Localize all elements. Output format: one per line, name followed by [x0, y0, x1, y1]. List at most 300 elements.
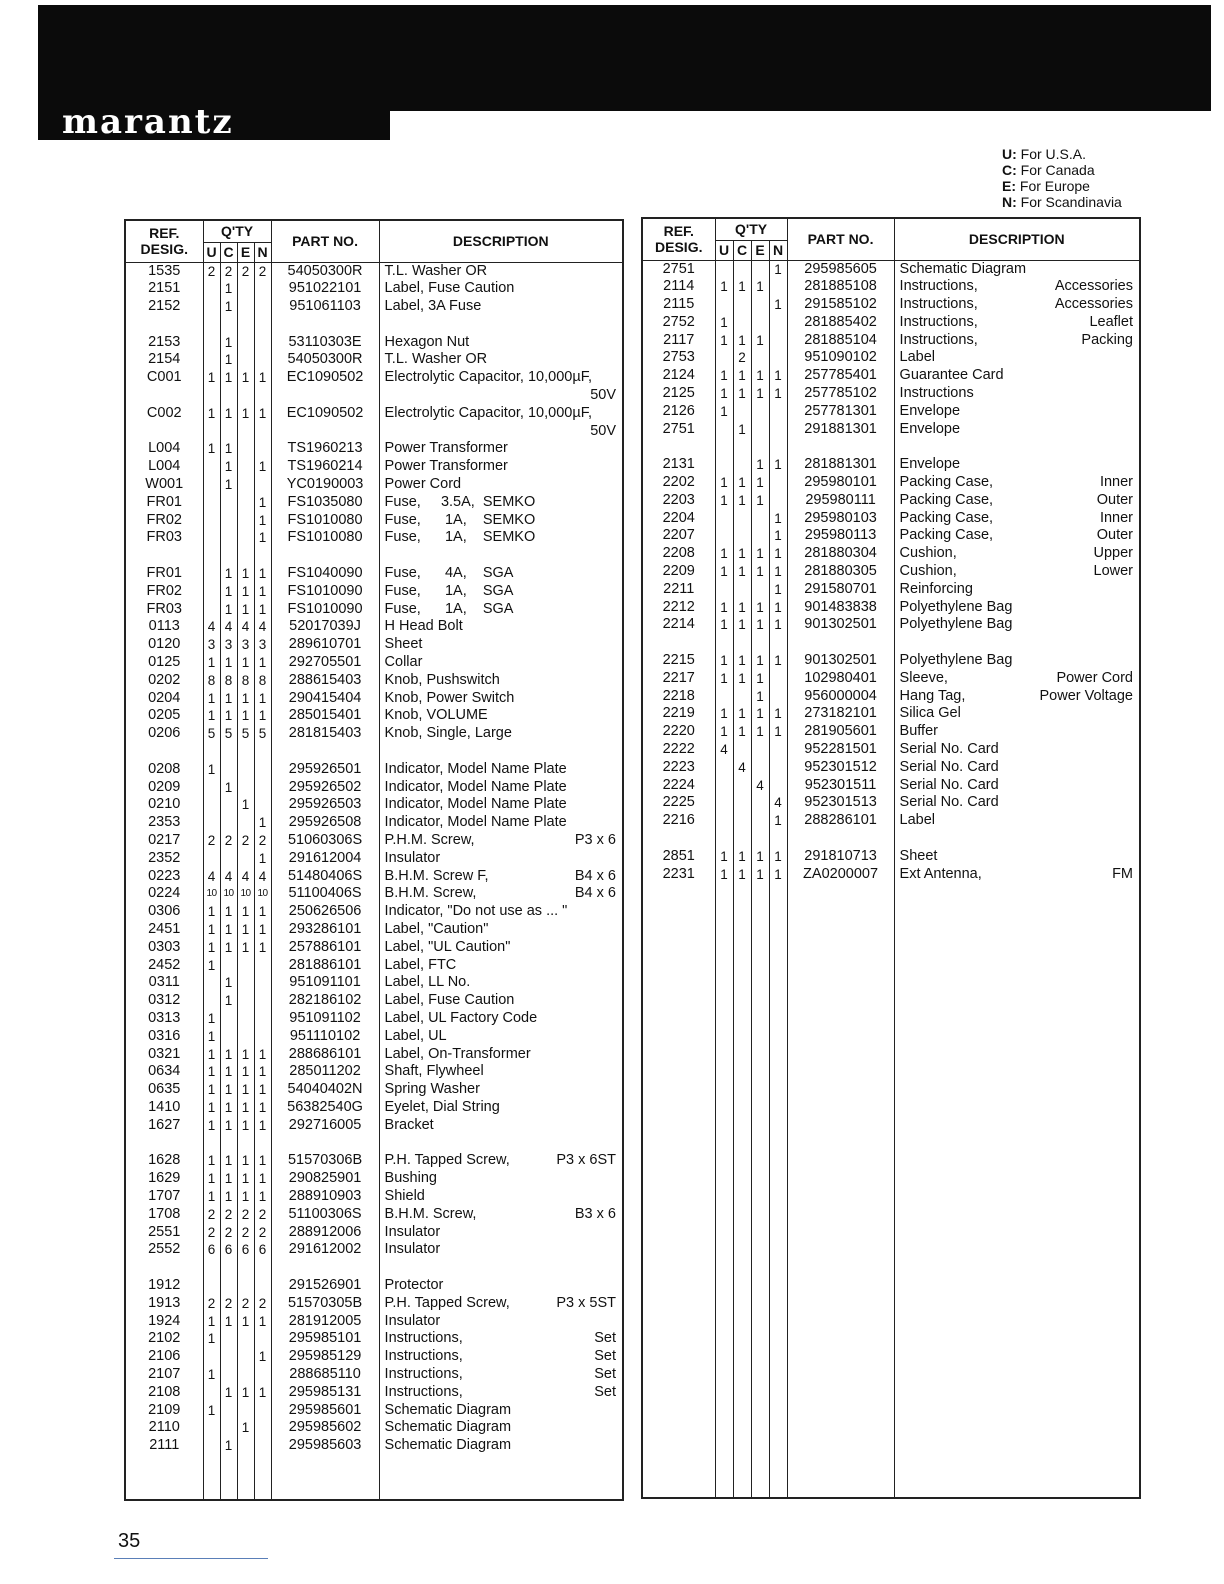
table-row: [642, 260, 1140, 278]
description-detail: 50V: [590, 387, 616, 404]
qty-n-cell: [254, 1028, 271, 1046]
ref-desig-cell: 1924: [148, 1312, 181, 1329]
qty-n-cell: 1: [254, 707, 271, 725]
qty-e-cell: 4: [751, 777, 769, 795]
ref-desig-cell: 0311: [148, 974, 180, 991]
qty-c-cell: 2: [733, 349, 751, 367]
part-no-cell: 951110102: [271, 1028, 379, 1046]
description-detail: P3 x 6: [574, 832, 616, 848]
table-row: [125, 387, 623, 405]
qty-c-cell: 1: [733, 723, 751, 741]
table-row: [642, 794, 1140, 812]
qty-e-cell: [237, 351, 254, 369]
qty-u-cell: 1: [203, 1170, 220, 1188]
qty-u-cell: 1: [715, 492, 733, 510]
qty-c-cell: [220, 1277, 237, 1295]
description-text: Label, Fuse Caution: [384, 992, 515, 1009]
ref-desig-cell: 1628: [148, 1152, 181, 1169]
qty-u-cell: 10: [203, 885, 220, 903]
description-cell: [379, 1010, 623, 1028]
description-text: Polyethylene Bag: [899, 652, 1013, 669]
table-row: [125, 1384, 623, 1402]
table-row: [125, 690, 623, 708]
description-text: Instructions,: [899, 313, 978, 330]
part-no-cell: [271, 387, 379, 405]
qty-e-cell: 1: [751, 456, 769, 474]
description-cell: [379, 280, 623, 298]
qty-u-cell: 3: [203, 636, 220, 654]
qty-u-cell: 1: [203, 1028, 220, 1046]
qty-n-cell: [769, 741, 787, 759]
qty-c-cell: [733, 794, 751, 812]
table-row: [642, 456, 1140, 474]
description-text: Schematic Diagram: [899, 260, 1027, 277]
qty-e-cell: 1: [751, 670, 769, 688]
qty-u-cell: 1: [203, 690, 220, 708]
description-text: Label, "UL Caution": [384, 938, 511, 955]
qty-u-cell: [715, 794, 733, 812]
qty-n-cell: [254, 761, 271, 779]
part-no-cell: 288686101: [271, 1046, 379, 1064]
ref-desig-cell: 2106: [148, 1348, 181, 1365]
description-cell: [379, 1330, 623, 1348]
qty-c-cell: 1: [220, 476, 237, 494]
qty-u-cell: [203, 1277, 220, 1295]
description-cell: [894, 652, 1140, 670]
qty-c-cell: 1: [220, 565, 237, 583]
qty-u-cell: [715, 688, 733, 706]
ref-desig-cell: 2207: [662, 527, 695, 544]
qty-c-cell: 1: [220, 654, 237, 672]
qty-u-cell: 1: [203, 1010, 220, 1028]
qty-n-cell: 1: [254, 1152, 271, 1170]
qty-n-cell: 2: [254, 1295, 271, 1313]
table-spacer-row: [642, 438, 1140, 456]
qty-n-cell: 1: [769, 581, 787, 599]
description-cell: [894, 794, 1140, 812]
part-no-cell: 289610701: [271, 636, 379, 654]
qty-c-cell: [220, 1419, 237, 1437]
qty-c-cell: 1: [733, 492, 751, 510]
qty-n-cell: 1: [254, 1188, 271, 1206]
part-no-cell: 52017039J: [271, 618, 379, 636]
qty-e-cell: [237, 334, 254, 352]
qty-c-cell: 1: [733, 474, 751, 492]
qty-e-cell: 1: [237, 405, 254, 423]
qty-u-cell: 1: [715, 367, 733, 385]
qty-u-cell: 1: [715, 385, 733, 403]
description-text: Schematic Diagram: [384, 1437, 512, 1454]
description-text: Instructions,: [899, 278, 978, 295]
qty-u-cell: [203, 494, 220, 512]
qty-u-cell: 1: [203, 654, 220, 672]
qty-u-cell: 1: [203, 1188, 220, 1206]
qty-c-cell: [733, 403, 751, 421]
part-no-cell: 257886101: [271, 939, 379, 957]
qty-u-cell: 1: [203, 1313, 220, 1331]
qty-c-cell: 1: [220, 458, 237, 476]
qty-u-cell: 1: [203, 1366, 220, 1384]
ref-desig-cell: 0316: [148, 1027, 181, 1044]
table-row: [125, 1188, 623, 1206]
ref-desig-cell: 2102: [148, 1330, 181, 1347]
description-header: DESCRIPTION: [894, 218, 1140, 260]
qty-e-cell: 1: [751, 545, 769, 563]
qty-e-cell: 3: [237, 636, 254, 654]
description-text: Label, LL No.: [384, 974, 471, 991]
description-cell: [379, 974, 623, 992]
qty-c-cell: 1: [220, 779, 237, 797]
qty-e-cell: 1: [237, 1117, 254, 1135]
ref-desig-cell: 0120: [148, 636, 181, 653]
qty-e-cell: [751, 741, 769, 759]
part-no-header: PART NO.: [271, 220, 379, 262]
ref-desig-cell: 2124: [662, 367, 695, 384]
table-row: [642, 385, 1140, 403]
qty-c-cell: 1: [220, 298, 237, 316]
table-row: [642, 332, 1140, 350]
description-cell: [379, 334, 623, 352]
parts-table-left: [124, 219, 624, 1501]
qty-n-cell: [769, 332, 787, 350]
qty-n-cell: 1: [769, 510, 787, 528]
ref-desig-cell: W001: [145, 476, 184, 493]
part-no-cell: 250626506: [271, 903, 379, 921]
table-row: [642, 527, 1140, 545]
ref-desig-cell: 0210: [148, 796, 181, 813]
description-text: Guarantee Card: [899, 367, 1004, 384]
qty-u-cell: 2: [203, 262, 220, 280]
part-no-cell: 51100406S: [271, 885, 379, 903]
description-cell: [379, 832, 623, 850]
table-row: [125, 512, 623, 530]
part-no-cell: TS1960213: [271, 440, 379, 458]
table-row: [125, 1224, 623, 1242]
qty-u-cell: 8: [203, 672, 220, 690]
qty-e-cell: [237, 529, 254, 547]
qty-e-cell: [237, 1348, 254, 1366]
qty-e-cell: [237, 423, 254, 441]
description-text: Power Transformer: [384, 440, 508, 457]
qty-header: Q'TY: [203, 220, 271, 242]
part-no-cell: 295926503: [271, 796, 379, 814]
description-detail: Outer: [1096, 491, 1133, 508]
description-text: Schematic Diagram: [384, 1419, 512, 1436]
table-row: [642, 278, 1140, 296]
ref-desig-cell: 2107: [148, 1365, 181, 1382]
description-detail: Inner: [1099, 509, 1133, 526]
description-cell: [894, 296, 1140, 314]
qty-n-cell: 1: [254, 1099, 271, 1117]
table-row: [642, 599, 1140, 617]
qty-e-cell: [237, 298, 254, 316]
description-cell: [379, 796, 623, 814]
part-no-cell: 951091102: [271, 1010, 379, 1028]
qty-u-cell: [715, 812, 733, 830]
part-no-cell: 951091101: [271, 974, 379, 992]
qty-u-cell: 1: [715, 848, 733, 866]
table-row: [642, 670, 1140, 688]
ref-desig-cell: FR03: [146, 529, 182, 546]
table-row: [125, 1241, 623, 1259]
table-row: [125, 601, 623, 619]
part-no-cell: 291612002: [271, 1241, 379, 1259]
description-detail: B3 x 6: [574, 1205, 616, 1222]
qty-c-cell: 2: [220, 1206, 237, 1224]
description-cell: [379, 654, 623, 672]
table-row: [125, 1152, 623, 1170]
qty-n-cell: 1: [769, 296, 787, 314]
ref-desig-cell: 1913: [148, 1294, 181, 1311]
ref-desig-cell: 2222: [662, 741, 695, 758]
qty-c-cell: 1: [220, 939, 237, 957]
qty-e-cell: 1: [751, 278, 769, 296]
qty-c-cell: 1: [220, 992, 237, 1010]
part-no-cell: 291526901: [271, 1277, 379, 1295]
qty-n-cell: 1: [254, 1081, 271, 1099]
legend-item: N: For Scandinavia: [1002, 194, 1122, 210]
part-no-cell: 292705501: [271, 654, 379, 672]
qty-u-cell: 1: [203, 1046, 220, 1064]
qty-e-cell: [237, 957, 254, 975]
qty-n-cell: 1: [254, 583, 271, 601]
ref-desig-cell: 2203: [662, 491, 695, 508]
description-detail: Power Voltage: [1039, 687, 1133, 704]
description-detail: Inner: [1099, 474, 1133, 491]
qty-n-cell: 1: [254, 903, 271, 921]
qty-c-cell: 1: [220, 1188, 237, 1206]
ref-desig-cell: 0634: [148, 1063, 181, 1080]
description-text: Ext Antenna,: [899, 865, 982, 882]
parts-table-left-body: [125, 262, 623, 1500]
table-row: [125, 1348, 623, 1366]
part-no-cell: 295985601: [271, 1402, 379, 1420]
qty-c-cell: [733, 688, 751, 706]
qty-n-cell: [254, 423, 271, 441]
description-detail: Upper: [1093, 545, 1133, 562]
ref-desig-cell: [125, 423, 203, 441]
region-legend: [1002, 146, 1122, 210]
table-spacer-row: [125, 1259, 623, 1277]
qty-e-cell: [237, 779, 254, 797]
ref-desig-cell: 2126: [662, 402, 695, 419]
qty-u-cell: 1: [203, 957, 220, 975]
qty-e-cell: 10: [237, 885, 254, 903]
qty-e-cell: [237, 1010, 254, 1028]
description-cell: [894, 616, 1140, 634]
qty-u-cell: 1: [715, 616, 733, 634]
description-cell: [379, 1188, 623, 1206]
description-cell: [379, 583, 623, 601]
ref-desig-cell: 2110: [148, 1419, 180, 1436]
qty-n-cell: [254, 1366, 271, 1384]
qty-n-cell: [769, 492, 787, 510]
part-no-cell: 291612004: [271, 850, 379, 868]
description-cell: [894, 367, 1140, 385]
table-spacer-row: [642, 634, 1140, 652]
part-no-cell: 281905601: [787, 723, 894, 741]
description-detail: P3 x 6ST: [556, 1152, 616, 1169]
qty-c-cell: [220, 1028, 237, 1046]
qty-e-cell: 2: [237, 1206, 254, 1224]
qty-e-cell: 4: [237, 618, 254, 636]
brand-logo: marantz: [62, 102, 234, 142]
table-row: [642, 510, 1140, 528]
description-cell: [379, 565, 623, 583]
part-no-cell: 290825901: [271, 1170, 379, 1188]
ref-desig-cell: 2214: [662, 616, 695, 633]
description-text: Label, On-Transformer: [384, 1045, 531, 1062]
description-cell: [894, 385, 1140, 403]
qty-n-cell: 1: [769, 456, 787, 474]
description-text: Polyethylene Bag: [899, 616, 1013, 633]
part-no-cell: 295985603: [271, 1437, 379, 1455]
qty-c-cell: 1: [733, 332, 751, 350]
qty-c-cell: 4: [220, 618, 237, 636]
description-text: Packing Case,: [899, 527, 994, 544]
part-no-cell: 951061103: [271, 298, 379, 316]
qty-n-cell: [254, 280, 271, 298]
description-detail: B4 x 6: [574, 885, 616, 902]
description-cell: [379, 957, 623, 975]
ref-desig-header: REF. DESIG.: [125, 220, 203, 262]
part-no-cell: 288286101: [787, 812, 894, 830]
part-no-cell: 952301513: [787, 794, 894, 812]
qty-c-header: C: [220, 242, 237, 262]
qty-n-cell: [254, 957, 271, 975]
ref-desig-cell: 2153: [148, 333, 181, 350]
description-text: Label, Fuse Caution: [384, 280, 515, 297]
qty-e-cell: [751, 794, 769, 812]
part-no-cell: 281815403: [271, 725, 379, 743]
qty-u-cell: [203, 583, 220, 601]
description-cell: [379, 1099, 623, 1117]
table-row: [125, 494, 623, 512]
description-text: Power Transformer: [384, 458, 508, 475]
qty-u-cell: 1: [203, 1063, 220, 1081]
part-no-cell: 288912006: [271, 1224, 379, 1242]
qty-n-cell: 1: [254, 1348, 271, 1366]
table-row: [125, 405, 623, 423]
table-filler-row: [125, 1455, 623, 1500]
qty-c-cell: 1: [220, 690, 237, 708]
qty-e-cell: 1: [237, 796, 254, 814]
qty-c-cell: [220, 796, 237, 814]
qty-n-cell: [254, 1402, 271, 1420]
qty-u-cell: [203, 476, 220, 494]
qty-c-cell: 1: [220, 921, 237, 939]
part-no-cell: FS1010080: [271, 512, 379, 530]
part-no-cell: 51480406S: [271, 868, 379, 886]
description-text: P.H. Tapped Screw,: [384, 1294, 510, 1311]
qty-e-cell: 6: [237, 1241, 254, 1259]
description-cell: [379, 1224, 623, 1242]
description-cell: [894, 705, 1140, 723]
qty-u-cell: [203, 601, 220, 619]
qty-u-cell: [203, 387, 220, 405]
part-no-cell: 281885104: [787, 332, 894, 350]
table-row: [125, 280, 623, 298]
description-text: Buffer: [899, 723, 938, 740]
description-cell: [894, 403, 1140, 421]
qty-u-cell: [715, 527, 733, 545]
qty-e-cell: 1: [751, 332, 769, 350]
description-cell: [379, 618, 623, 636]
qty-u-cell: [715, 296, 733, 314]
table-row: [125, 1419, 623, 1437]
qty-c-cell: [220, 529, 237, 547]
description-detail: Set: [594, 1348, 616, 1365]
description-text: Insulator: [384, 849, 441, 866]
table-row: [125, 369, 623, 387]
description-text: Polyethylene Bag: [899, 598, 1013, 615]
qty-c-cell: 2: [220, 262, 237, 280]
qty-c-cell: 4: [733, 759, 751, 777]
qty-e-cell: 1: [237, 939, 254, 957]
qty-e-cell: 1: [237, 601, 254, 619]
qty-e-cell: 1: [237, 565, 254, 583]
qty-n-header: N: [769, 240, 787, 260]
qty-c-cell: [220, 850, 237, 868]
part-no-cell: TS1960214: [271, 458, 379, 476]
qty-u-header: U: [715, 240, 733, 260]
ref-desig-cell: 0204: [148, 689, 181, 706]
part-no-cell: 292716005: [271, 1117, 379, 1135]
description-cell: [379, 779, 623, 797]
table-row: [642, 705, 1140, 723]
qty-n-cell: [254, 796, 271, 814]
description-cell: [379, 458, 623, 476]
ref-desig-cell: 2220: [662, 723, 695, 740]
table-row: [125, 1046, 623, 1064]
qty-n-cell: [254, 334, 271, 352]
description-cell: [379, 1277, 623, 1295]
qty-u-cell: [203, 512, 220, 530]
part-no-cell: ZA0200007: [787, 866, 894, 884]
qty-n-cell: 1: [769, 545, 787, 563]
table-row: [125, 423, 623, 441]
table-row: [125, 1437, 623, 1455]
qty-u-cell: 1: [715, 563, 733, 581]
table-row: [642, 563, 1140, 581]
qty-c-cell: 1: [733, 385, 751, 403]
qty-c-cell: [220, 494, 237, 512]
part-no-cell: 281880305: [787, 563, 894, 581]
qty-n-cell: 1: [769, 385, 787, 403]
ref-desig-cell: 0208: [148, 760, 181, 777]
part-no-cell: 285015401: [271, 707, 379, 725]
qty-c-cell: 2: [220, 1295, 237, 1313]
description-cell: [894, 741, 1140, 759]
part-no-cell: 257785102: [787, 385, 894, 403]
table-row: [642, 421, 1140, 439]
qty-u-cell: 1: [203, 1081, 220, 1099]
qty-u-cell: [715, 456, 733, 474]
table-row: [125, 1313, 623, 1331]
ref-desig-cell: FR03: [146, 600, 182, 617]
part-no-cell: 291810713: [787, 848, 894, 866]
part-no-cell: 54050300R: [271, 351, 379, 369]
table-spacer-row: [125, 316, 623, 334]
description-text: Eyelet, Dial String: [384, 1098, 500, 1115]
header-banner: [38, 5, 1211, 111]
description-text: Fuse, 1A, SEMKO: [384, 529, 536, 546]
qty-u-cell: 1: [203, 1402, 220, 1420]
table-row: [642, 723, 1140, 741]
ref-desig-cell: 2131: [662, 456, 695, 473]
qty-c-cell: 1: [220, 1099, 237, 1117]
part-no-cell: 257785401: [787, 367, 894, 385]
